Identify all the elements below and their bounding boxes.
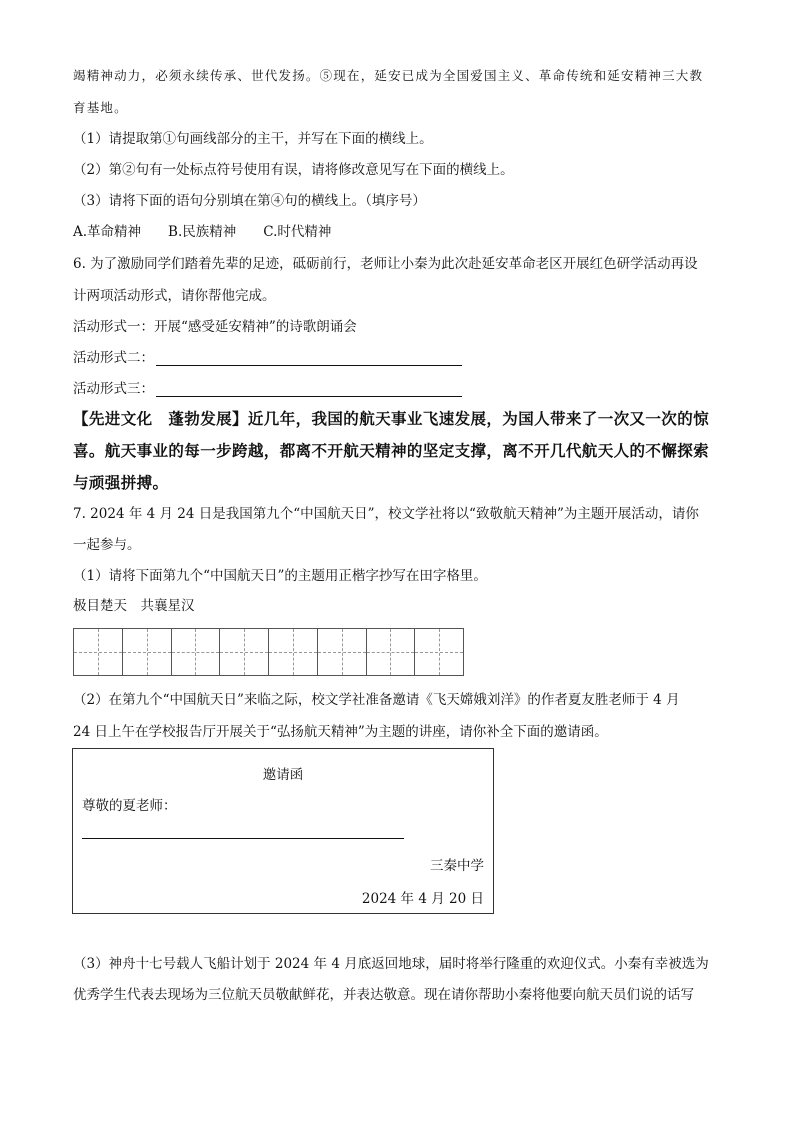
theme-text: 极目楚天 共襄星汉 [73, 598, 195, 614]
section-heading-line: 与顽强拼搏。 [73, 473, 169, 492]
question-5-3: （3）请将下面的语句分别填在第④句的横线上。（填序号） [73, 193, 426, 209]
invitation-signature: 三秦中学 [430, 858, 484, 874]
question-7-line: 7. 2024 年 4 月 24 日是我国第九个“中国航天日”，校文学社将以“致敬航天精神”为主题开展活动，请你 [73, 506, 699, 522]
activity-form-3 [73, 381, 462, 397]
grid-cell[interactable] [367, 629, 416, 675]
section-heading-line: 喜。航天事业的每一步跨越，都离不开航天精神的坚定支撑，离不开几代航天人的不懈探索 [73, 441, 710, 460]
section-heading-line: 【先进文化 蓬勃发展】近几年，我国的航天事业飞速发展，为国人带来了一次又一次的惊 [73, 409, 710, 428]
question-7-2-line: （2）在第九个“中国航天日”来临之际，校文学社准备邀请《飞天嫦娥刘洋》的作者夏友胜老师于 4 月 [73, 692, 680, 708]
grid-cell[interactable] [318, 629, 367, 675]
passage-line: 竭精神动力，必须永续传承、世代发扬。⑤现在，延安已成为全国爱国主义、革命传统和延安精神三大教 [73, 68, 704, 83]
passage-line: 育基地。 [73, 100, 128, 115]
activity-form-3-label: 活动形式三： [73, 381, 154, 397]
activity-form-1: 活动形式一：开展“感受延安精神”的诗歌朗诵会 [73, 319, 357, 335]
grid-cell[interactable] [220, 629, 269, 675]
question-6-line: 计两项活动形式，请你帮他完成。 [73, 288, 276, 304]
question-7-1: （1）请将下面第九个“中国航天日”的主题用正楷字抄写在田字格里。 [73, 568, 487, 584]
question-5-2: （2）第②句有一处标点符号使用有误，请将修改意见写在下面的横线上。 [73, 162, 514, 178]
question-7-2-line: 24 日上午在学校报告厅开展关于“弘扬航天精神”为主题的讲座，请你补全下面的邀请函。 [73, 724, 608, 740]
activity-form-2-blank[interactable] [156, 351, 462, 366]
grid-cell[interactable] [74, 629, 123, 675]
invitation-body-blank[interactable] [82, 838, 404, 839]
invitation-date: 2024 年 4 月 20 日 [361, 891, 484, 907]
invitation-greeting: 尊敬的夏老师： [82, 798, 177, 814]
question-7-3-line: （3）神舟十七号载人飞船计划于 2024 年 4 月底返回地球，届时将举行隆重的欢迎仪式。小秦有幸被选为 [73, 956, 709, 972]
activity-form-2-label: 活动形式二： [73, 350, 154, 366]
activity-form-3-blank[interactable] [156, 382, 462, 397]
invitation-title: 邀请函 [262, 767, 304, 783]
question-7-line: 一起参与。 [73, 537, 141, 553]
grid-cell[interactable] [415, 629, 463, 675]
question-6-line: 6. 为了激励同学们踏着先辈的足迹，砥砺前行，老师让小秦为此次赴延安革命老区开展红色研学活动再设 [73, 256, 698, 272]
grid-cell[interactable] [172, 629, 221, 675]
question-5-1: （1）请提取第①句画线部分的主干，并写在下面的横线上。 [73, 131, 433, 147]
question-7-3-line: 优秀学生代表去现场为三位航天员敬献鲜花，并表达敬意。现在请你帮助小秦将他要向航天员们说的话写 [73, 987, 694, 1003]
invitation-letter-box [72, 748, 494, 914]
activity-form-2 [73, 350, 462, 366]
grid-cell[interactable] [269, 629, 318, 675]
answer-options: A.革命精神 B.民族精神 C.时代精神 [73, 224, 332, 240]
tianzige-grid[interactable] [73, 628, 464, 676]
grid-cell[interactable] [123, 629, 172, 675]
